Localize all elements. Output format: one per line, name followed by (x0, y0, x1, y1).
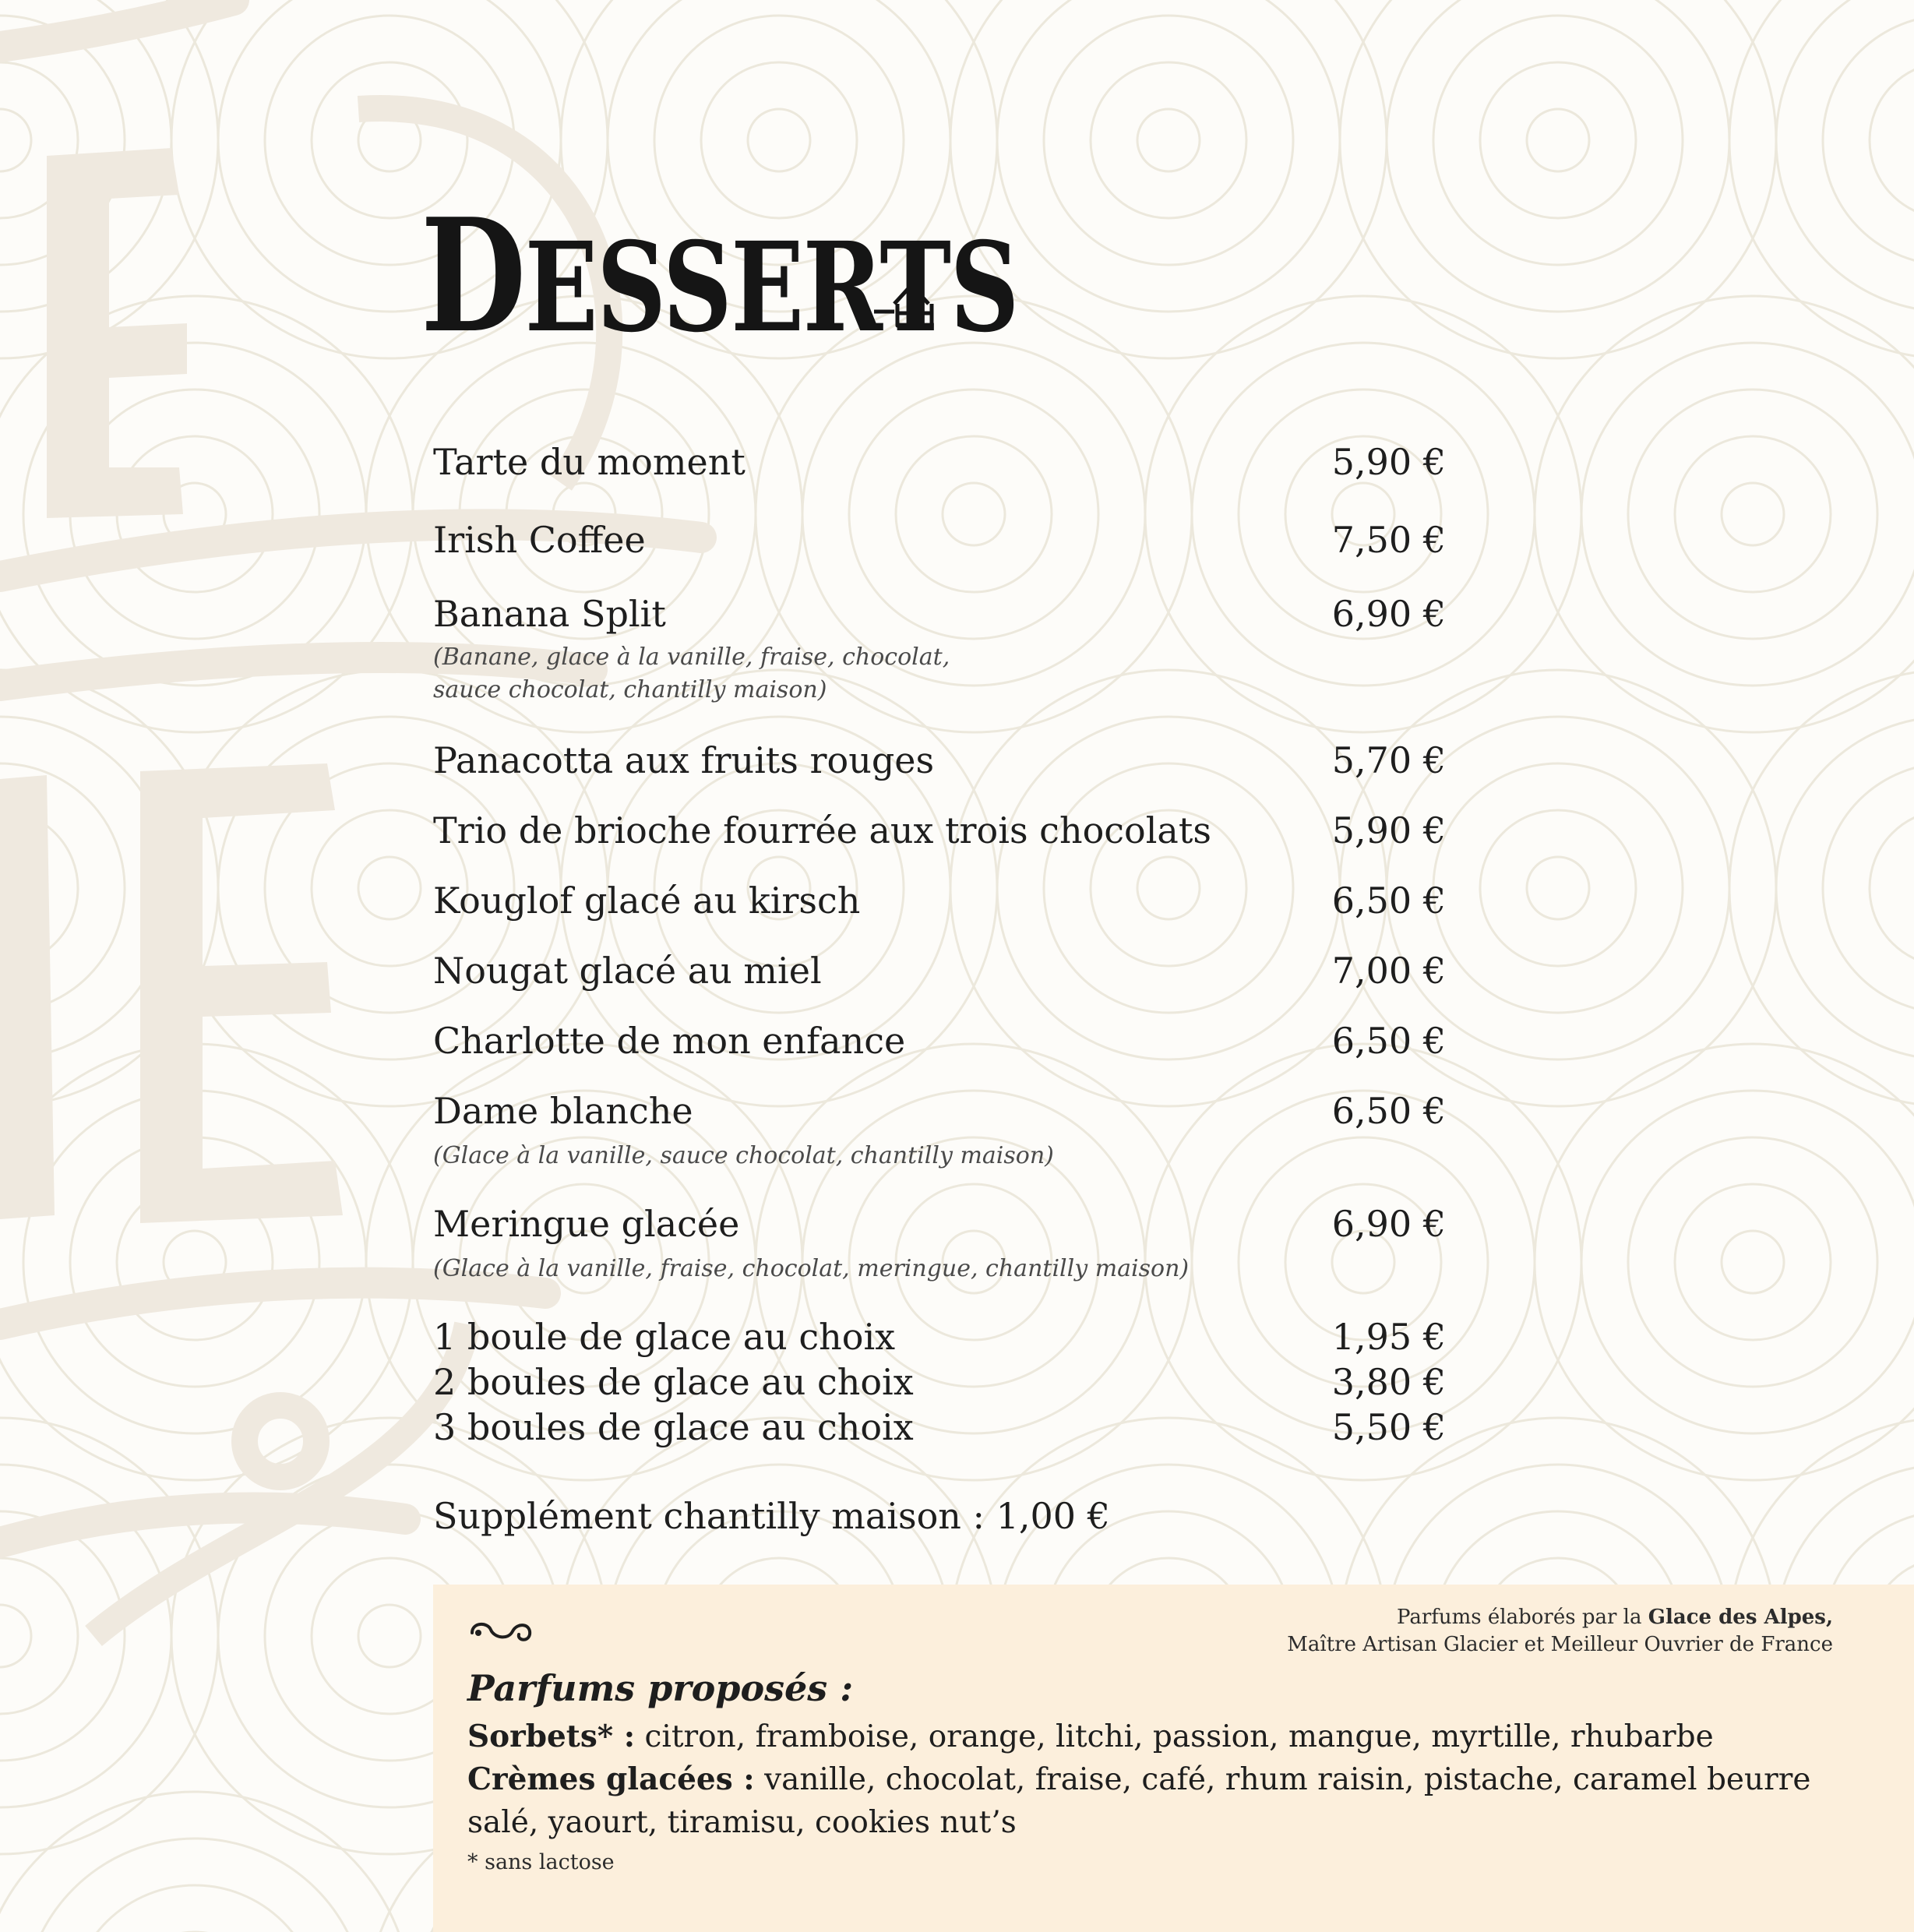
pattern-ring (748, 109, 810, 171)
item-price: 6,90 € (1331, 1203, 1446, 1245)
pattern-ring (1675, 436, 1831, 592)
item-price: 5,90 € (1331, 809, 1446, 851)
item-name: Panacotta aux fruits rouges (433, 739, 935, 781)
pattern-ring (0, 1558, 78, 1714)
flavour-credit (1287, 1604, 1833, 1659)
scoop-price: 5,50 € (1331, 1406, 1446, 1448)
item-description: (Glace à la vanille, fraise, chocolat, meringue, chantilly maison) (433, 1255, 1190, 1282)
item-price: 5,70 € (1331, 739, 1446, 781)
item-name: Meringue glacée (433, 1203, 740, 1245)
item-price: 6,90 € (1331, 593, 1446, 635)
pattern-ring (0, 1044, 413, 1480)
credit-prefix: Parfums élaborés par la (1397, 1606, 1648, 1629)
pattern-ring (1480, 810, 1636, 966)
sorbets-label: Sorbets* : (467, 1719, 636, 1754)
pattern-ring (1776, 717, 1914, 1059)
item-name: Nougat glacé au miel (433, 950, 822, 992)
house-icon (872, 280, 944, 329)
supplement-note: Supplément chantilly maison : 1,00 € (433, 1495, 1110, 1537)
pattern-ring (1722, 1231, 1784, 1293)
pattern-ring (1535, 1044, 1914, 1480)
sorbets-list: citron, framboise, orange, litchi, passion, mangue, myrtille, rhubarbe (635, 1719, 1714, 1754)
pattern-ring (1340, 0, 1776, 358)
pattern-ring (1722, 483, 1784, 545)
pattern-ring (1137, 857, 1200, 919)
pattern-ring (1628, 1137, 1877, 1387)
pattern-ring (849, 390, 1098, 639)
item-price: 7,50 € (1331, 519, 1446, 561)
pattern-ring (1527, 109, 1589, 171)
item-price: 7,00 € (1331, 950, 1446, 992)
scoop-name: 1 boule de glace au choix (433, 1316, 896, 1358)
pattern-ring (943, 483, 1005, 545)
pattern-ring (0, 1605, 31, 1667)
title-initial: D (421, 185, 525, 368)
pattern-ring (1581, 1091, 1914, 1433)
pattern-ring (1870, 62, 1914, 218)
pattern-ring (1628, 390, 1877, 639)
pattern-ring (997, 717, 1340, 1059)
pattern-ring (358, 1605, 421, 1667)
cremes-list: vanille, chocolat, fraise, café, rhum raisin, pistache, caramel beurre salé, yaourt, tiramisu, cookies nut’s (467, 1762, 1811, 1840)
pattern-ring (1535, 296, 1914, 732)
credit-brand: Glace des Alpes, (1648, 1606, 1833, 1629)
item-description: (Glace à la vanille, sauce chocolat, chantilly maison) (433, 1142, 1054, 1169)
cremes-label: Crèmes glacées : (467, 1761, 755, 1797)
pattern-ring (0, 1792, 413, 1932)
pattern-ring (1137, 109, 1200, 171)
pattern-ring (701, 62, 857, 218)
pattern-ring (1044, 763, 1293, 1013)
pattern-ring (358, 857, 421, 919)
credit-line-2: Maître Artisan Glacier et Meilleur Ouvrier de France (1287, 1633, 1833, 1656)
item-price: 6,50 € (1331, 880, 1446, 922)
pattern-ring (1527, 857, 1589, 919)
pattern-ring (896, 436, 1052, 592)
flavours-lists (467, 1715, 1854, 1844)
item-name: Banana Split (433, 593, 666, 635)
scoop-price: 1,95 € (1331, 1316, 1446, 1358)
pattern-ring (70, 1885, 319, 1932)
scoop-name: 2 boules de glace au choix (433, 1361, 914, 1403)
item-name: Kouglof glacé au kirsch (433, 880, 861, 922)
swirl-ornament-icon (467, 1616, 534, 1647)
pattern-ring (0, 109, 31, 171)
item-name: Dame blanche (433, 1090, 693, 1132)
item-price: 6,50 € (1331, 1090, 1446, 1132)
pattern-ring (1480, 62, 1636, 218)
pattern-ring (1776, 0, 1914, 312)
cremes-line (467, 1758, 1854, 1844)
pattern-ring (1581, 343, 1914, 686)
title-rest: ESSERTS (524, 216, 1018, 360)
pattern-ring (1091, 62, 1246, 218)
scoop-price: 3,80 € (1331, 1361, 1446, 1403)
sorbets-line (467, 1715, 1854, 1758)
flavours-title: Parfums proposés : (467, 1667, 854, 1709)
item-name: Tarte du moment (433, 441, 746, 483)
item-price: 6,50 € (1331, 1020, 1446, 1062)
page-title (421, 185, 1186, 368)
pattern-ring (950, 670, 1387, 1106)
pattern-ring (1675, 1184, 1831, 1340)
pattern-ring (1870, 810, 1914, 966)
pattern-ring (802, 343, 1145, 686)
item-name: Trio de brioche fourrée aux trois chocolats (433, 809, 1211, 851)
item-name: Irish Coffee (433, 519, 646, 561)
item-description: (Banane, glace à la vanille, fraise, chocolat, sauce chocolat, chantilly maison) (433, 643, 950, 703)
pattern-ring (1433, 763, 1683, 1013)
scoop-name: 3 boules de glace au choix (433, 1406, 914, 1448)
item-name: Charlotte de mon enfance (433, 1020, 906, 1062)
pattern-ring (1433, 16, 1683, 265)
item-price: 5,90 € (1331, 441, 1446, 483)
lactose-footnote: * sans lactose (467, 1850, 615, 1874)
flavours-box (433, 1585, 1914, 1932)
